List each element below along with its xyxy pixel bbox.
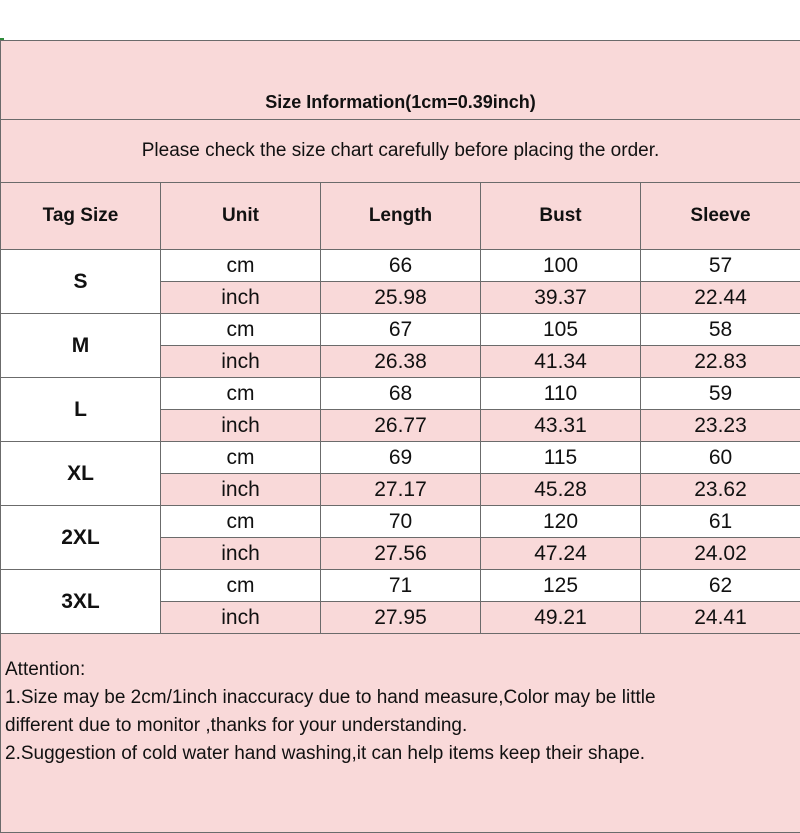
bust-inch: 39.37 [481,282,641,314]
header-unit: Unit [161,183,321,250]
length-cm: 71 [321,570,481,602]
bust-inch: 45.28 [481,474,641,506]
size-label: S [1,250,161,314]
note-line: Attention: [5,656,796,684]
bust-cm: 125 [481,570,641,602]
length-inch: 26.77 [321,410,481,442]
sleeve-cm: 61 [641,506,800,538]
unit-cm: cm [161,506,321,538]
size-label: 3XL [1,570,161,634]
length-cm: 67 [321,314,481,346]
size-chart [0,40,800,800]
bust-cm: 120 [481,506,641,538]
note-line: different due to monitor ,thanks for your understanding. [5,712,796,740]
sleeve-cm: 59 [641,378,800,410]
bust-cm: 105 [481,314,641,346]
length-inch: 27.95 [321,602,481,634]
size-table [0,40,800,833]
size-label: M [1,314,161,378]
chart-subtitle: Please check the size chart carefully before placing the order. [1,120,800,183]
size-row-cm [1,442,800,474]
size-row-cm [1,314,800,346]
unit-inch: inch [161,474,321,506]
size-row-cm [1,250,800,282]
sleeve-cm: 62 [641,570,800,602]
length-cm: 70 [321,506,481,538]
notes-row [1,634,800,833]
chart-title: Size Information(1cm=0.39inch) [1,41,800,120]
length-inch: 25.98 [321,282,481,314]
unit-cm: cm [161,570,321,602]
sleeve-cm: 58 [641,314,800,346]
bust-inch: 43.31 [481,410,641,442]
bust-inch: 41.34 [481,346,641,378]
note-line: 1.Size may be 2cm/1inch inaccuracy due to hand measure,Color may be little [5,684,796,712]
header-length: Length [321,183,481,250]
sleeve-inch: 24.41 [641,602,800,634]
bust-inch: 47.24 [481,538,641,570]
note-line: 2.Suggestion of cold water hand washing,it can help items keep their shape. [5,740,796,768]
header-tag-size: Tag Size [1,183,161,250]
unit-inch: inch [161,538,321,570]
unit-cm: cm [161,378,321,410]
unit-inch: inch [161,602,321,634]
sleeve-cm: 60 [641,442,800,474]
length-inch: 27.56 [321,538,481,570]
header-sleeve: Sleeve [641,183,800,250]
size-label: L [1,378,161,442]
sleeve-inch: 22.83 [641,346,800,378]
unit-cm: cm [161,250,321,282]
length-inch: 27.17 [321,474,481,506]
length-cm: 68 [321,378,481,410]
size-row-cm [1,378,800,410]
header-bust: Bust [481,183,641,250]
bust-cm: 115 [481,442,641,474]
sleeve-cm: 57 [641,250,800,282]
unit-cm: cm [161,314,321,346]
unit-inch: inch [161,410,321,442]
length-cm: 66 [321,250,481,282]
size-label: 2XL [1,506,161,570]
bust-inch: 49.21 [481,602,641,634]
length-inch: 26.38 [321,346,481,378]
sleeve-inch: 23.62 [641,474,800,506]
sleeve-inch: 24.02 [641,538,800,570]
bust-cm: 100 [481,250,641,282]
sleeve-inch: 22.44 [641,282,800,314]
bust-cm: 110 [481,378,641,410]
size-label: XL [1,442,161,506]
length-cm: 69 [321,442,481,474]
unit-inch: inch [161,346,321,378]
size-row-cm [1,570,800,602]
unit-inch: inch [161,282,321,314]
sleeve-inch: 23.23 [641,410,800,442]
header-row [1,183,800,250]
unit-cm: cm [161,442,321,474]
attention-notes [1,634,800,833]
size-row-cm [1,506,800,538]
